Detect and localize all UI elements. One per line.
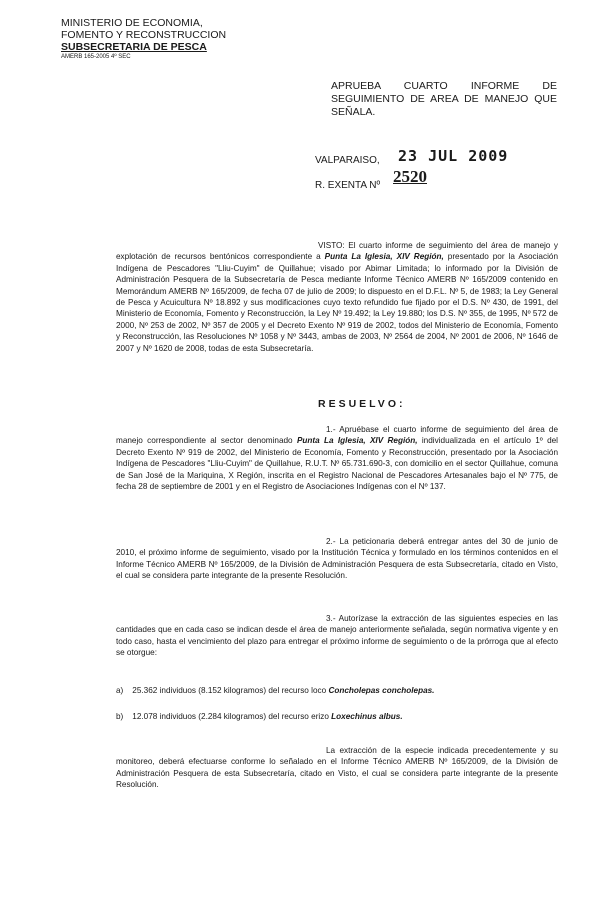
item-b-species: Loxechinus albus. — [331, 712, 403, 721]
visto-rest: presentado por la Asociación Indígena de Pescadores "Lliu-Cuyim" de Quillahue; visado por Abimar Limitada; lo informado por la División de Administración Pesquera de la Subsecretaría de Pesca mediante Informe Técnico AMERB Nº 165/2009 contenido en Memorándum AMERB Nº 165/2009, de fecha 07 de julio de 2009; lo dispuesto en el D.F.L. Nº 5, de 1983; la Ley General de Pesca y Acuicultura Nº 18.892 y sus modificaciones cuyo texto refundido fue fijado por el D.S. Nº 430, de 1991, del Ministerio de Economía, Fomento y Reconstrucción, la Ley Nº 19.492; la Ley 19.880; los D.S. Nº 355, de 1995, Nº 572 de 2000, Nº 253 de 2002, Nº 357 de 2005 y el Decreto Exento Nº 919 de 2002, todos del Ministerio de Economía, Fomento y Reconstrucción, las Resoluciones Nº 1058 y Nº 3443, ambas de 2003, Nº 2564 de 2004, Nº 2001 de 2006, Nº 1646 de 2007 y Nº 1620 de 2008, todas de esta Subsecretaría. — [116, 252, 559, 353]
paragraph-3: 3.- Autorízase la extracción de las siguientes especies en las cantidades que en cada caso se indican desde el área de manejo anteriormente señalada, según normativa vigente y en todo caso, hasta el vencimiento del plazo para entregar el próximo informe de seguimiento o de la prórroga que al efecto se otorgue: — [116, 614, 558, 658]
paragraph-2: 2.- La peticionaria deberá entregar antes del 30 de junio de 2010, el próximo informe de seguimiento, visado por la Institución Técnica y formulado en los términos contenidos en el Informe Técnico AMERB Nº 165/2009, de la División de Administración Pesquera de esta Subsecretaría, citado en Visto, el cual se considera parte integrante de la presente Resolución. — [116, 537, 558, 581]
resuelvo-heading: RESUELVO: — [318, 398, 406, 410]
resolution-label: R. EXENTA Nº — [315, 180, 381, 191]
ministry-line-2: FOMENTO Y RECONSTRUCCION — [61, 29, 227, 41]
date-stamp: 23 JUL 2009 — [398, 147, 509, 165]
item-b-label: b) — [116, 712, 124, 721]
letterhead — [61, 17, 281, 61]
ministry-line-1: MINISTERIO DE ECONOMIA, — [61, 17, 203, 29]
paragraph-1 — [116, 424, 558, 492]
subsecretaria-line: SUBSECRETARIA DE PESCA — [61, 41, 207, 53]
item-a-species: Concholepas concholepas. — [328, 686, 435, 695]
visto-place: Punta La Iglesia, XIV Región, — [324, 252, 444, 262]
item-b-text: 12.078 individuos (2.284 kilogramos) del recurso erizo — [132, 712, 329, 721]
p1-lead: 1.- Apruébase el cuarto informe de seguimiento del área de manejo correspondiente al sector denominado — [116, 425, 558, 446]
extraction-item-b — [116, 712, 403, 721]
resolution-number: 2520 — [393, 167, 427, 186]
visto-paragraph — [116, 240, 558, 354]
subject-heading: APRUEBA CUARTO INFORME DE SEGUIMIENTO DE AREA DE MANEJO QUE SEÑALA. — [331, 80, 557, 118]
item-a-text: 25.362 individuos (8.152 kilogramos) del recurso loco — [132, 686, 327, 695]
p1-place: Punta La Iglesia, XIV Región, — [296, 436, 418, 446]
item-a-label: a) — [116, 686, 124, 695]
paragraph-4: La extracción de la especie indicada precedentemente y su monitoreo, deberá efectuarse conforme lo señalado en el Informe Técnico AMERB Nº 165/2009, de la División de Administración Pesquera de esta Subsecretaría, citado en Visto, el cual se considera parte integrante de la presente Resolución. — [116, 746, 558, 790]
place-label: VALPARAISO, — [315, 155, 380, 166]
p1-rest: individualizada en el artículo 1º del Decreto Exento Nº 919 de 2002, del Ministerio de Economía, Fomento y Reconstrucción, presentado por la Asociación Indígena de Pescadores "Lliu-Cuyim" de Quillahue, R.U.T. Nº 65.731.690-3, con domicilio en el sector Quillahue, comuna de San José de la Mariquina, X Región, inscrita en el Registro Nacional de Pescadores Artesanales bajo el Nº 775, de fecha 28 de septiembre de 2001 y en el Registro de Asociaciones Indígenas con el Nº 137. — [116, 436, 558, 492]
extraction-item-a — [116, 686, 434, 695]
reference-code: AMERB 165-2005 4º SEC — [61, 54, 131, 60]
visto-lead: VISTO: El cuarto informe de seguimiento del área de manejo y explotación de recursos bentónicos correspondiente a — [116, 241, 558, 262]
